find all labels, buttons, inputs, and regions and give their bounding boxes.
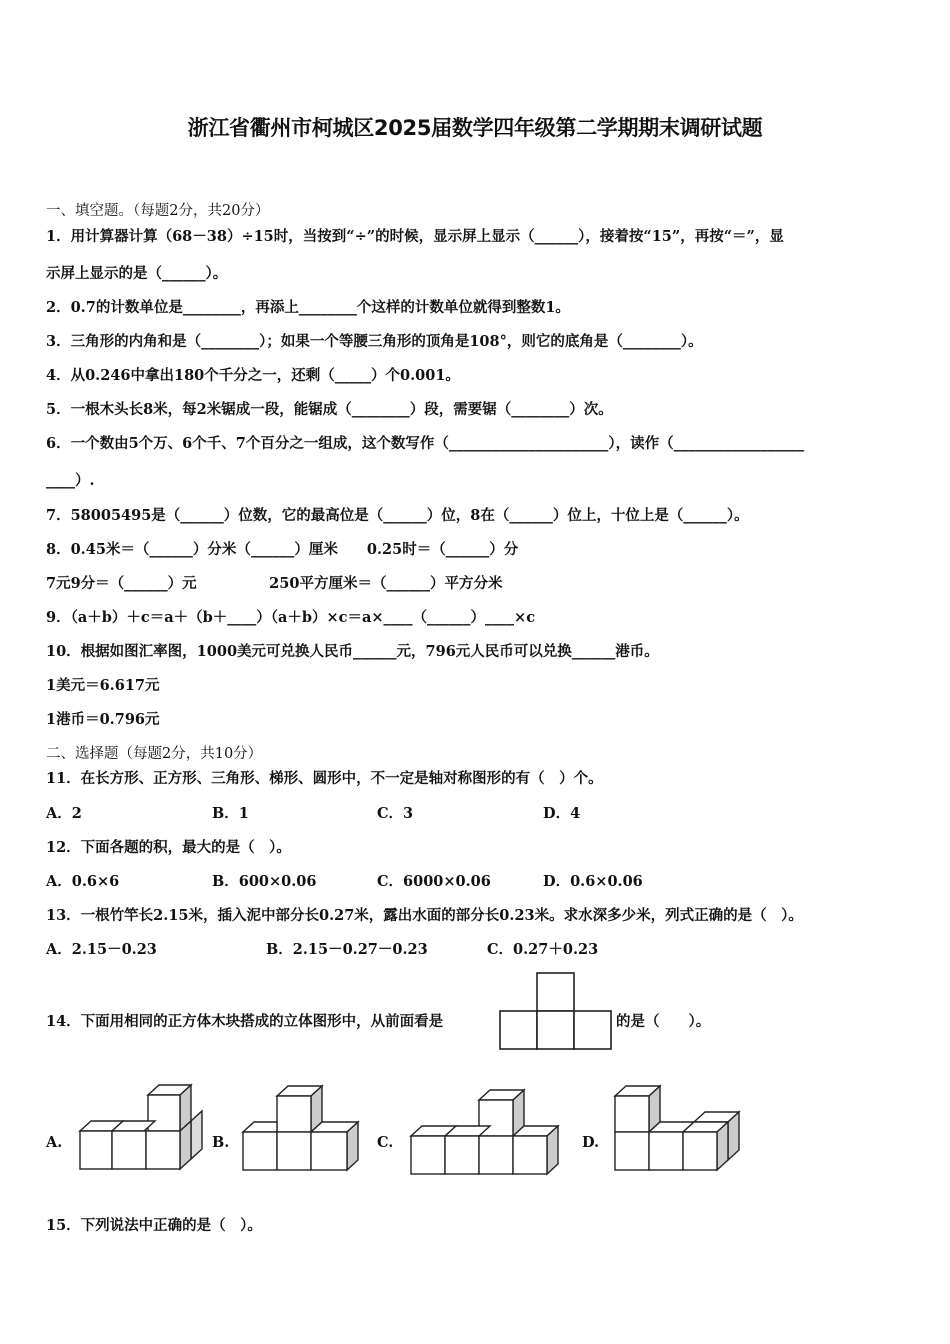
question-4: 4．从0.246中拿出180个千分之一，还剩（_____）个0.001。 [46,367,460,384]
question-8-line-1: 8．0.45米＝（______）分米（______）厘米 0.25时＝（______）分 [46,541,519,558]
question-13-option-a: A．2.15－0.23 [46,941,157,958]
question-12: 12．下面各题的积，最大的是（ ）。 [46,839,291,856]
question-12-option-b: B．600×0.06 [212,873,317,890]
question-1-line-2: 示屏上显示的是（______）。 [46,265,228,282]
option-d-cube-figure [613,1082,743,1177]
question-14-text: 14．下面用相同的正方体木块搭成的立体图形中，从前面看是 [46,1013,444,1030]
question-11-option-d: D．4 [543,805,581,822]
question-13-option-c: C．0.27＋0.23 [487,941,599,958]
question-14-option-a-label: A. [46,1134,63,1151]
option-b-cube-figure [241,1082,371,1177]
option-a-cube-figure [78,1080,208,1175]
front-view-figure [498,972,614,1052]
question-5: 5．一根木头长8米，每2米锯成一段，能锯成（________）段，需要锯（________）次。 [46,401,613,418]
question-1-line-1: 1．用计算器计算（68－38）÷15时，当按到“÷”的时候，显示屏上显示（______），接着按“15”，再按“＝”，显 [46,228,784,245]
question-11-option-c: C．3 [377,805,414,822]
page-title: 浙江省衢州市柯城区2025届数学四年级第二学期期末调研试题 [187,116,763,140]
question-3: 3．三角形的内角和是（________）；如果一个等腰三角形的顶角是108°，则它的底角是（________）。 [46,333,703,350]
exchange-rate-hkd: 1港币＝0.796元 [46,711,160,728]
section-heading-choice: 二、选择题（每题2分，共10分） [46,746,263,762]
question-6-line-1: 6．一个数由5个万、6个千、7个百分之一组成，这个数写作（______________________），读作（__________________ [46,435,805,452]
exchange-rate-usd: 1美元＝6.617元 [46,677,160,694]
question-14-option-b-label: B. [212,1134,230,1151]
question-8-line-2: 7元9分＝（______）元 250平方厘米＝（______）平方分米 [46,575,503,592]
question-14-option-c-label: C. [377,1134,394,1151]
question-13: 13．一根竹竿长2.15米，插入泥中部分长0.27米，露出水面的部分长0.23米。求水深多少米，列式正确的是（ ）。 [46,907,803,924]
question-13-option-b: B．2.15－0.27－0.23 [266,941,428,958]
question-11-option-b: B．1 [212,805,249,822]
question-10: 10．根据如图汇率图，1000美元可兑换人民币______元，796元人民币可以兑换______港币。 [46,643,659,660]
section-heading-fill-blank: 一、填空题。（每题2分，共20分） [46,203,270,219]
question-2: 2．0.7的计数单位是________，再添上________个这样的计数单位就得到整数1。 [46,299,570,316]
question-12-option-a: A．0.6×6 [46,873,120,890]
question-11: 11．在长方形、正方形、三角形、梯形、圆形中，不一定是轴对称图形的有（ ）个。 [46,770,603,787]
question-14-option-d-label: D. [582,1134,600,1151]
option-c-cube-figure [409,1086,569,1181]
question-9: 9．（a＋b）＋c＝a＋（b＋____）（a＋b）×c＝a×____（______）____×c [46,609,536,626]
question-14-text-suffix: 的是（ ）。 [616,1013,711,1030]
question-6-line-2: ____）. [46,472,95,489]
question-15: 15．下列说法中正确的是（ ）。 [46,1217,262,1234]
question-11-option-a: A．2 [46,805,82,822]
question-12-option-d: D．0.6×0.06 [543,873,643,890]
question-12-option-c: C．6000×0.06 [377,873,491,890]
question-7: 7．58005495是（______）位数，它的最高位是（______）位，8在（______）位上，十位上是（______）。 [46,507,749,524]
